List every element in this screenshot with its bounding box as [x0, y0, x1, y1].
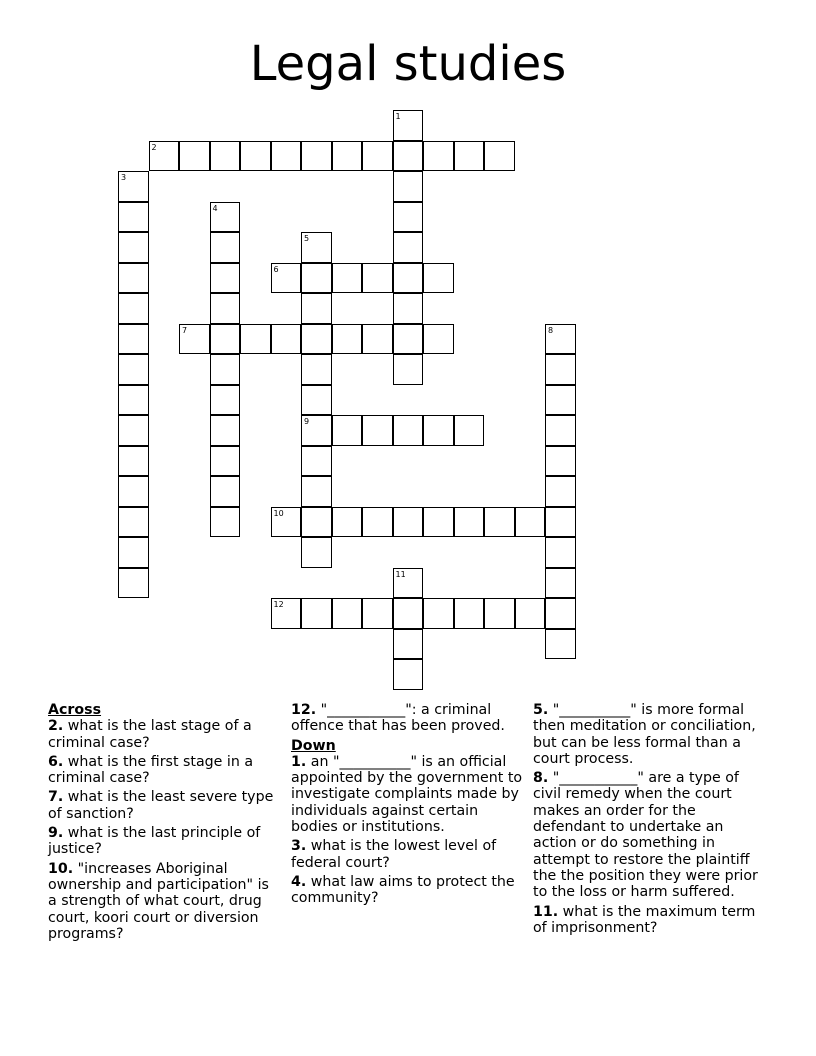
grid-cell[interactable] — [118, 568, 149, 599]
grid-cell[interactable] — [118, 446, 149, 477]
grid-cell[interactable] — [545, 629, 576, 660]
grid-cell[interactable] — [118, 202, 149, 233]
clue-number-label: 7 — [182, 325, 188, 335]
clue-across-10 — [48, 861, 282, 942]
grid-cell[interactable] — [210, 293, 241, 324]
grid-cell[interactable] — [332, 415, 363, 446]
grid-cell[interactable] — [393, 202, 424, 233]
grid-cell[interactable] — [515, 507, 546, 538]
grid-cell[interactable] — [210, 385, 241, 416]
grid-cell[interactable] — [362, 415, 393, 446]
grid-cell[interactable] — [271, 598, 302, 629]
clue-number-label: 1 — [395, 112, 401, 121]
clue-across-6 — [48, 754, 282, 787]
clue-number-label: 12 — [273, 600, 284, 609]
clue-across-7 — [48, 789, 282, 822]
page-title: Legal studies — [249, 36, 567, 92]
grid-cell[interactable] — [210, 446, 241, 477]
clue-column-1 — [48, 702, 282, 945]
clue-number-label: 11 — [395, 569, 406, 579]
grid-cell[interactable] — [393, 507, 424, 538]
clue-text: "__________" is more formal then meditation or conciliation, but can be less formal than a court process. — [533, 702, 756, 767]
grid-cell[interactable] — [545, 324, 576, 355]
clue-across-12 — [291, 702, 523, 735]
grid-cell[interactable] — [301, 476, 332, 507]
grid-cell[interactable] — [332, 263, 363, 294]
clue-text: what is the last principle of justice? — [48, 825, 261, 858]
clue-down-1 — [291, 754, 523, 835]
grid-cell[interactable] — [545, 598, 576, 629]
grid-cell[interactable] — [423, 415, 454, 446]
grid-cell[interactable] — [118, 507, 149, 538]
clue-number-label: 10 — [273, 508, 284, 518]
clue-number-label: 4 — [212, 203, 218, 213]
grid-cell[interactable] — [454, 415, 485, 446]
grid-cell[interactable] — [423, 598, 454, 629]
grid-cell[interactable] — [118, 354, 149, 385]
grid-cell[interactable] — [393, 598, 424, 629]
grid-cell[interactable] — [118, 324, 149, 355]
grid-cell[interactable] — [271, 507, 302, 538]
grid-cell[interactable] — [545, 415, 576, 446]
clue-number-label: 3 — [121, 173, 127, 182]
clue-number: 6. — [48, 753, 64, 770]
clue-number: 8. — [533, 770, 549, 787]
grid-cell[interactable] — [118, 263, 149, 294]
clue-number: 10. — [48, 860, 74, 877]
grid-cell[interactable] — [332, 141, 363, 172]
grid-cell[interactable] — [484, 598, 515, 629]
grid-cell[interactable] — [393, 232, 424, 263]
grid-cell[interactable] — [118, 171, 149, 202]
grid-cell[interactable] — [515, 598, 546, 629]
clue-text: what is the maximum term of imprisonment? — [533, 903, 756, 936]
grid-cell[interactable] — [179, 324, 210, 355]
grid-cell[interactable] — [179, 141, 210, 172]
clue-column-3 — [533, 702, 769, 939]
grid-cell[interactable] — [545, 568, 576, 599]
clue-text: what is the least severe type of sanction? — [48, 789, 274, 822]
grid-cell[interactable] — [118, 415, 149, 446]
clue-number: 2. — [48, 718, 64, 735]
grid-cell[interactable] — [301, 293, 332, 324]
grid-cell[interactable] — [454, 507, 485, 538]
grid-cell[interactable] — [301, 446, 332, 477]
grid-cell[interactable] — [393, 293, 424, 324]
grid-cell[interactable] — [362, 598, 393, 629]
grid-cell[interactable] — [423, 263, 454, 294]
grid-cell[interactable] — [393, 629, 424, 660]
clue-number: 1. — [291, 753, 307, 770]
clue-number: 7. — [48, 789, 64, 806]
grid-cell[interactable] — [362, 507, 393, 538]
grid-cell[interactable] — [332, 598, 363, 629]
clue-number-label: 6 — [273, 264, 279, 274]
clue-text: what is the first stage in a criminal case? — [48, 753, 254, 787]
grid-cell[interactable] — [149, 141, 180, 172]
grid-cell[interactable] — [362, 324, 393, 355]
clue-down-11 — [533, 904, 769, 937]
clue-down-3 — [291, 838, 523, 871]
grid-cell[interactable] — [393, 324, 424, 355]
clue-number: 4. — [291, 873, 307, 890]
clue-across-9 — [48, 825, 282, 858]
grid-cell[interactable] — [301, 415, 332, 446]
clue-number: 3. — [291, 838, 307, 855]
down-heading: Down — [291, 737, 336, 754]
grid-cell[interactable] — [423, 507, 454, 538]
grid-cell[interactable] — [301, 507, 332, 538]
grid-cell[interactable] — [301, 385, 332, 416]
grid-cell[interactable] — [454, 141, 485, 172]
grid-cell[interactable] — [393, 568, 424, 599]
grid-cell[interactable] — [301, 324, 332, 355]
grid-cell[interactable] — [332, 324, 363, 355]
grid-cell[interactable] — [545, 385, 576, 416]
grid-cell[interactable] — [301, 598, 332, 629]
clue-number-label: 5 — [304, 234, 310, 243]
clue-number: 9. — [48, 825, 64, 842]
grid-cell[interactable] — [210, 202, 241, 233]
grid-cell[interactable] — [301, 232, 332, 263]
grid-cell[interactable] — [484, 141, 515, 172]
clue-number-label: 9 — [304, 417, 310, 426]
grid-cell[interactable] — [393, 354, 424, 385]
grid-cell[interactable] — [301, 263, 332, 294]
grid-cell[interactable] — [393, 171, 424, 202]
clue-column-2 — [291, 702, 523, 910]
grid-cell[interactable] — [484, 507, 515, 538]
clue-text: what is the last stage of a criminal case? — [48, 718, 252, 751]
grid-cell[interactable] — [271, 324, 302, 355]
grid-cell[interactable] — [240, 324, 271, 355]
grid-cell[interactable] — [118, 232, 149, 263]
grid-cell[interactable] — [118, 476, 149, 507]
grid-cell[interactable] — [118, 385, 149, 416]
clue-down-8 — [533, 770, 769, 900]
clue-text: "___________" are a type of civil remedy when the court makes an order for the defendant to undertake an action or do something in attempt to restore the plaintiff the the position they were prior to the loss or harm suffered. — [533, 770, 758, 901]
clue-number-label: 2 — [151, 142, 157, 152]
grid-cell[interactable] — [393, 659, 424, 690]
grid-cell[interactable] — [545, 354, 576, 385]
grid-cell[interactable] — [210, 232, 241, 263]
clue-number: 11. — [533, 903, 559, 920]
grid-cell[interactable] — [393, 110, 424, 141]
grid-cell[interactable] — [393, 141, 424, 172]
grid-cell[interactable] — [210, 507, 241, 538]
grid-cell[interactable] — [545, 507, 576, 538]
clue-text: "___________": a criminal offence that has been proved. — [291, 702, 505, 735]
clue-text: what is the lowest level of federal court? — [291, 838, 497, 871]
grid-cell[interactable] — [271, 141, 302, 172]
grid-cell[interactable] — [423, 141, 454, 172]
grid-cell[interactable] — [423, 324, 454, 355]
clue-text: an "__________" is an official appointed by the government to investigate complaints made by individuals against certain bodies or institutions. — [291, 753, 523, 836]
clue-text: what law aims to protect the community? — [291, 873, 515, 907]
clue-text: "increases Aboriginal ownership and participation" is a strength of what court, drug court, koori court or diversion programs? — [48, 860, 269, 942]
grid-cell[interactable] — [210, 415, 241, 446]
grid-cell[interactable] — [301, 141, 332, 172]
grid-cell[interactable] — [454, 598, 485, 629]
clue-number: 5. — [533, 702, 549, 718]
grid-cell[interactable] — [545, 537, 576, 568]
grid-cell[interactable] — [118, 293, 149, 324]
grid-cell[interactable] — [362, 141, 393, 172]
grid-cell[interactable] — [210, 141, 241, 172]
grid-cell[interactable] — [240, 141, 271, 172]
clue-number: 12. — [291, 702, 317, 718]
grid-cell[interactable] — [118, 537, 149, 568]
clue-across-2 — [48, 718, 282, 751]
grid-cell[interactable] — [393, 263, 424, 294]
grid-cell[interactable] — [210, 324, 241, 355]
grid-cell[interactable] — [362, 263, 393, 294]
across-heading: Across — [48, 702, 102, 718]
clue-number-label: 8 — [548, 325, 554, 335]
grid-cell[interactable] — [301, 537, 332, 568]
clue-down-5 — [533, 702, 769, 767]
grid-cell[interactable] — [210, 476, 241, 507]
grid-cell[interactable] — [545, 446, 576, 477]
grid-cell[interactable] — [210, 263, 241, 294]
clue-down-4 — [291, 874, 523, 907]
grid-cell[interactable] — [271, 263, 302, 294]
grid-cell[interactable] — [210, 354, 241, 385]
grid-cell[interactable] — [332, 507, 363, 538]
grid-cell[interactable] — [301, 354, 332, 385]
grid-cell[interactable] — [545, 476, 576, 507]
grid-cell[interactable] — [393, 415, 424, 446]
